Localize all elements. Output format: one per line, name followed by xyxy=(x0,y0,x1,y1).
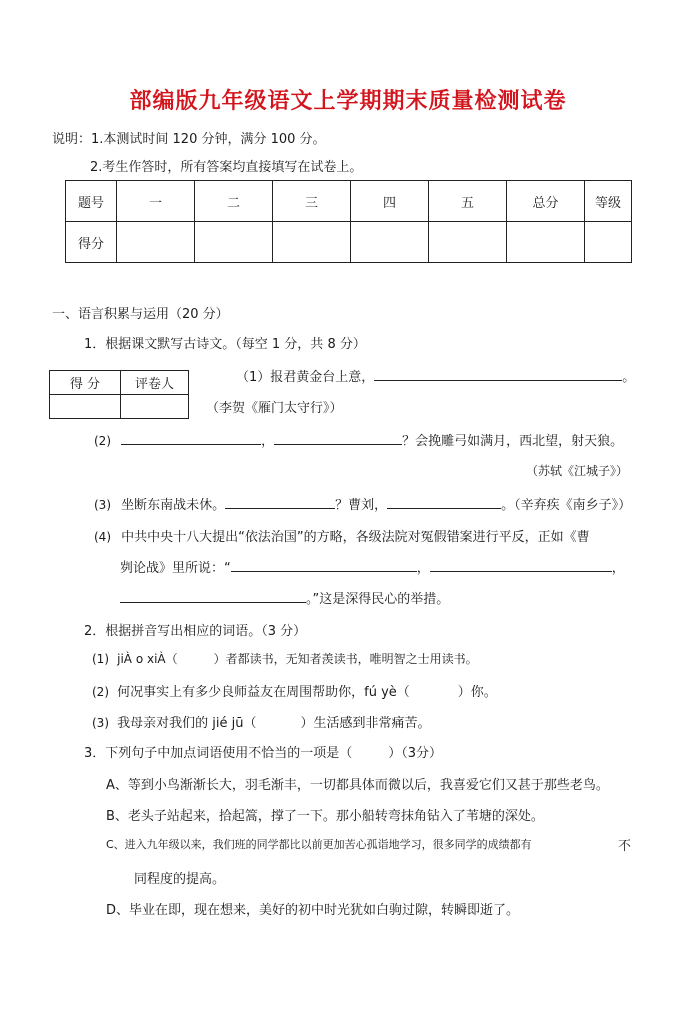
q2-item-2 xyxy=(92,681,497,700)
instruction-line-1: 说明：1.本测试时间 120 分钟，满分 100 分。 xyxy=(52,132,326,147)
q1-item-4-text: 中共中央十八大提出“依法治国”的方略，各级法院对冤假错案进行平反，正如《曹 xyxy=(121,530,590,545)
q3-prompt-text: 3．下列句子中加点词语使用不恰当的一项是（ xyxy=(84,746,353,761)
q2-item-2-number: (2) xyxy=(92,685,109,699)
q1-item-4-blank-2[interactable] xyxy=(430,557,612,572)
q1-item-3-number: (3) xyxy=(94,498,111,512)
q1-item-3-blank-1[interactable] xyxy=(225,494,335,509)
q1-item-2-number: (2) xyxy=(94,434,111,448)
q1-item-1-end: 。 xyxy=(622,370,636,385)
q1-item-4-sep-2: ， xyxy=(611,561,625,576)
q1-item-4-sep: ， xyxy=(416,561,430,576)
score-cell[interactable] xyxy=(117,222,195,263)
question-3-prompt xyxy=(84,742,442,761)
score-cell[interactable] xyxy=(195,222,273,263)
score-cell[interactable] xyxy=(585,222,632,263)
q1-item-1 xyxy=(236,366,635,385)
q1-item-4-line-3 xyxy=(120,588,449,607)
q1-item-2-tail: ？会挽雕弓如满月，西北望，射天狼。 xyxy=(402,434,624,449)
score-table-col-1: 一 xyxy=(117,181,195,222)
q1-item-2-blank-2[interactable] xyxy=(274,430,402,445)
q3-option-d: D、毕业在即，现在想来，美好的初中时光犹如白驹过隙，转瞬即逝了。 xyxy=(106,903,520,918)
score-table-score-label: 得分 xyxy=(66,222,117,263)
q1-item-2-blank-1[interactable] xyxy=(121,430,261,445)
q3-option-b: B、老头子站起来，拾起篙，撑了一下。那小船转弯抹角钻入了苇塘的深处。 xyxy=(106,809,544,824)
q1-item-4-number: (4) xyxy=(94,530,111,544)
q1-item-4-blank-1[interactable] xyxy=(231,557,417,572)
q1-item-3-tail: 。（辛弃疾《南乡子》） xyxy=(501,498,632,513)
q2-item-1-tail: ）者都读书，无知者羡读书，唯明智之士用读书。 xyxy=(213,652,478,666)
q3-option-c-line-1-tail: 不 xyxy=(618,839,632,854)
q3-prompt-tail: ）（3分） xyxy=(388,746,443,761)
q2-item-3 xyxy=(92,712,431,731)
q1-item-1-source: （李贺《雁门太守行》） xyxy=(206,401,343,416)
score-cell[interactable] xyxy=(351,222,429,263)
q2-item-1-pinyin: jiÀ o xiÀ（ xyxy=(117,652,178,666)
instruction-line-2: 2.考生作答时，所有答案均直接填写在试卷上。 xyxy=(90,160,363,175)
grader-box-score-cell[interactable] xyxy=(50,395,121,419)
q1-item-4-quote-open: 刿论战》里所说：“ xyxy=(120,561,231,576)
q1-item-2 xyxy=(94,430,623,449)
score-table-col-3: 三 xyxy=(273,181,351,222)
score-table-col-5: 五 xyxy=(429,181,507,222)
q2-item-3-number: (3) xyxy=(92,716,109,730)
score-table-col-2: 二 xyxy=(195,181,273,222)
score-table xyxy=(65,180,632,263)
grader-box xyxy=(49,370,189,419)
grader-box-score-label: 得 分 xyxy=(50,371,121,395)
score-table-col-total: 总分 xyxy=(507,181,585,222)
q1-item-4-blank-3[interactable] xyxy=(120,588,306,603)
q3-option-c-line-2: 同程度的提高。 xyxy=(134,872,226,887)
q1-item-1-lead: （1）报君黄金台上意， xyxy=(236,370,375,385)
score-table-col-grade: 等级 xyxy=(585,181,632,222)
section-heading: 一、语言积累与运用（20 分） xyxy=(52,307,229,322)
score-cell[interactable] xyxy=(507,222,585,263)
q2-item-3-text: 我母亲对我们的 jié jū（ xyxy=(117,716,257,731)
q1-item-4-line-2 xyxy=(120,557,625,576)
q1-item-3-blank-2[interactable] xyxy=(387,494,501,509)
q1-item-2-sep: ， xyxy=(261,434,275,449)
q1-item-1-blank[interactable] xyxy=(374,366,622,381)
q2-item-1 xyxy=(92,650,478,667)
q2-item-2-tail: ）你。 xyxy=(457,685,497,700)
q2-item-2-text: 何况事实上有多少良师益友在周围帮助你，fú yè（ xyxy=(117,685,410,700)
q1-item-2-source: （苏轼《江城子》） xyxy=(526,464,629,478)
q2-item-3-tail: ）生活感到非常痛苦。 xyxy=(300,716,431,731)
q1-item-3-lead: 坐断东南战未休。 xyxy=(121,498,226,513)
q1-item-3 xyxy=(94,494,631,513)
score-table-header-label: 题号 xyxy=(66,181,117,222)
q3-option-c-line-1: C、进入九年级以来，我们班的同学都比以前更加苦心孤诣地学习，很多同学的成绩都有 xyxy=(106,838,532,851)
q3-option-a: A、等到小鸟渐渐长大，羽毛渐丰，一切都具体而微以后，我喜爱它们又甚于那些老鸟。 xyxy=(106,778,609,793)
question-1-prompt: 1．根据课文默写古诗文。（每空 1 分，共 8 分） xyxy=(84,337,366,352)
page-title: 部编版九年级语文上学期期末质量检测试卷 xyxy=(129,88,567,114)
score-cell[interactable] xyxy=(273,222,351,263)
q2-item-1-number: (1) xyxy=(92,652,109,666)
q1-item-4-line-1 xyxy=(94,526,590,545)
q1-item-3-mid: ？曹刘， xyxy=(335,498,388,513)
score-cell[interactable] xyxy=(429,222,507,263)
grader-box-grader-label: 评卷人 xyxy=(121,371,189,395)
q1-item-4-tail: 。”这是深得民心的举措。 xyxy=(306,592,450,607)
score-table-col-4: 四 xyxy=(351,181,429,222)
question-2-prompt: 2．根据拼音写出相应的词语。（3 分） xyxy=(84,624,307,639)
grader-box-grader-cell[interactable] xyxy=(121,395,189,419)
